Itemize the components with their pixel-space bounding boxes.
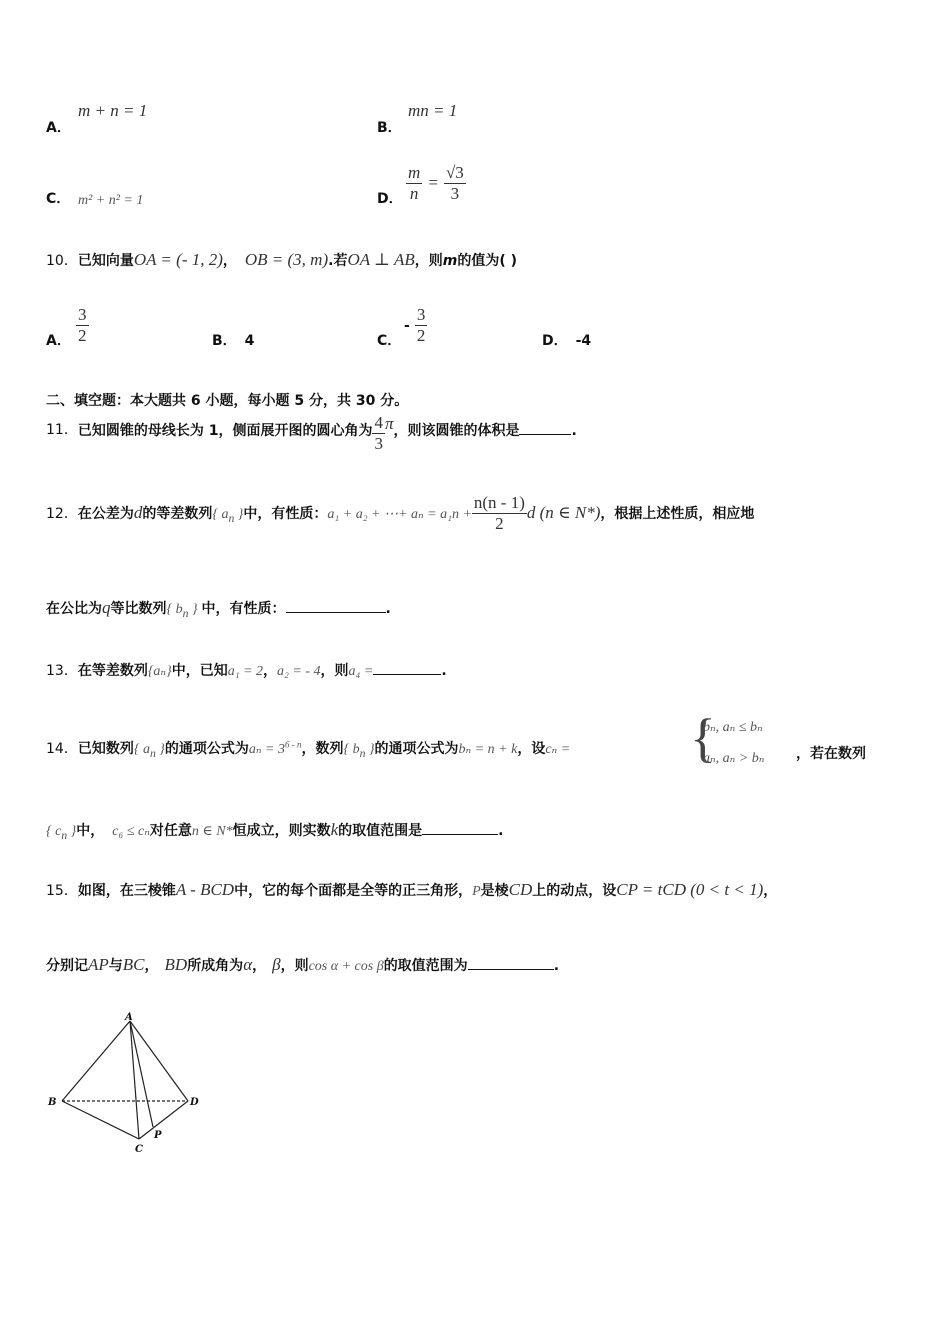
q10-text: 已知向量 xyxy=(77,253,134,269)
period: . xyxy=(571,423,577,439)
q11-text: ，则该圆锥的体积是 xyxy=(393,423,520,439)
cp-condition: CP = tCD (0 < t < 1) xyxy=(616,880,764,899)
q13-text: 在等差数列 xyxy=(77,663,148,679)
q10-sep: ， xyxy=(222,253,237,269)
q14-text: 恒成立，则实数 xyxy=(232,823,331,839)
seq-an: {aₙ} xyxy=(147,664,172,679)
edge-ab xyxy=(62,1021,130,1101)
q15-text: 如图，在三棱锥 xyxy=(77,883,176,899)
q10-text: 的值为( ) xyxy=(457,253,518,269)
q15-text: 中，它的每个面都是全等的正三角形， xyxy=(234,883,473,899)
seq-letter: a xyxy=(221,507,229,522)
var-k: k xyxy=(330,820,339,839)
sep: ， xyxy=(263,663,278,679)
var-m: m xyxy=(442,253,458,269)
q12-text: 中，有性质： xyxy=(243,506,328,522)
q10-text: .若 xyxy=(328,253,348,269)
seq-letter: c xyxy=(55,824,62,839)
segment-bc: BC xyxy=(122,955,145,974)
question-number: 10． xyxy=(46,253,78,269)
vector-oa: OA = (- 1, 2) xyxy=(133,250,223,269)
segment-bd: BD xyxy=(164,955,188,974)
q15-text: 的取值范围为 xyxy=(383,958,468,974)
q9-option-b-label: B． xyxy=(377,120,402,136)
q14-text: 中， xyxy=(76,823,105,839)
q14-text: ，数列 xyxy=(301,741,344,757)
q9-option-c-expr: m² + n² = 1 xyxy=(78,193,144,208)
q10-option-a-label: A． xyxy=(46,333,71,349)
seq-an: { $a_n$ } xyxy=(212,507,244,525)
frac-num: √3 xyxy=(445,163,464,182)
q15-text: ，则 xyxy=(280,958,309,974)
cn-lhs: cₙ = xyxy=(545,742,571,757)
frac-den: 2 xyxy=(495,514,504,533)
q10-option-a-value xyxy=(76,305,89,346)
question-14-line2 xyxy=(46,820,504,842)
label-p: P xyxy=(154,1130,162,1141)
question-14 xyxy=(46,738,570,760)
q10-option-c-label: C． xyxy=(377,333,402,349)
answer-blank xyxy=(519,422,571,435)
q14-text: 的取值范围是 xyxy=(338,823,423,839)
a2-value: a₂ = - 4 xyxy=(277,664,321,679)
an-base: aₙ = 3 xyxy=(248,742,285,757)
seq-letter: a xyxy=(142,742,150,757)
seq-cn: { $c_n$ } xyxy=(46,824,77,842)
minus-sign: - xyxy=(404,318,410,334)
question-number: 13． xyxy=(46,663,78,679)
angle-alpha: α xyxy=(243,955,253,974)
frac-num: 3 xyxy=(78,305,87,324)
question-12-line2 xyxy=(46,598,391,620)
q15-text: 上的动点，设 xyxy=(532,883,617,899)
frac-den: n xyxy=(409,184,419,203)
edge-cd: CD xyxy=(508,880,533,899)
q12-text: 在公差为 xyxy=(77,506,134,522)
label-a: A xyxy=(125,1012,133,1023)
question-number: 15． xyxy=(46,883,78,899)
q12-text: 中，有性质： xyxy=(201,601,286,617)
q15-text: 所成角为 xyxy=(187,958,244,974)
period: . xyxy=(553,958,560,974)
section-title: 二、填空题：本大题共 6 小题，每小题 5 分，共 30 分。 xyxy=(46,393,409,409)
q14-text: 已知数列 xyxy=(77,741,134,757)
edge-cd-line xyxy=(139,1101,188,1139)
frac-den: 3 xyxy=(374,434,383,453)
q9-option-d-label: D． xyxy=(377,191,403,207)
sep: ， xyxy=(144,958,159,974)
period: . xyxy=(385,601,391,617)
frac-den: 3 xyxy=(450,184,460,203)
formula-rhs: d (n ∈ N*) xyxy=(526,503,601,522)
a4-expr: a₄ = xyxy=(348,664,374,679)
q12-text: 的等差数列 xyxy=(142,506,213,522)
point-p: P xyxy=(472,884,481,899)
seq-sub: n xyxy=(228,511,235,525)
q9-option-a-expr: m + n = 1 xyxy=(78,101,148,120)
question-15-line2 xyxy=(46,955,559,975)
question-11 xyxy=(46,413,577,454)
a1-value: a₁ = 2 xyxy=(227,664,264,679)
q12-text: 等比数列 xyxy=(110,601,167,617)
cos-sum: cos α + cos β xyxy=(308,959,384,974)
frac-den: 2 xyxy=(416,326,426,345)
an-formula xyxy=(248,739,302,757)
question-13 xyxy=(46,660,447,680)
value: -4 xyxy=(575,333,592,349)
seq-bn: { $b_n$ } xyxy=(166,602,198,620)
an-exponent: 6 - n xyxy=(285,739,302,750)
formula-lhs: a₁ + a₂ + ⋯+ aₙ = a₁n + xyxy=(327,507,472,522)
frac-num: m xyxy=(408,163,421,182)
question-10 xyxy=(46,250,517,270)
answer-blank xyxy=(422,822,498,835)
q12-text: 在公比为 xyxy=(46,601,102,617)
angle-beta: β xyxy=(272,955,281,974)
question-number: 11． xyxy=(46,422,78,438)
label-d: D xyxy=(190,1097,199,1108)
label: B． xyxy=(212,333,237,349)
piecewise-brace: { xyxy=(690,708,716,768)
pi: π xyxy=(384,414,394,433)
seq-sub: n xyxy=(182,606,189,620)
q15-text: ， xyxy=(763,883,778,899)
q14-text: 的通项公式为 xyxy=(374,741,459,757)
edge-bc xyxy=(62,1101,139,1139)
segment-ap: AP xyxy=(88,955,109,974)
answer-blank xyxy=(373,662,441,675)
answer-blank xyxy=(468,957,554,970)
c6-ineq: c₆ ≤ cₙ xyxy=(112,824,150,839)
q13-text: 中，已知 xyxy=(171,663,228,679)
q10-option-c-value xyxy=(404,305,427,346)
question-15 xyxy=(46,880,777,900)
perp-condition: OA ⊥ AB xyxy=(347,250,415,269)
q9-option-d-expr xyxy=(406,163,466,204)
q9-option-c-label: C． xyxy=(46,191,71,207)
frac-num: 4 xyxy=(374,413,383,432)
q14-text: ，设 xyxy=(517,741,546,757)
seq-letter: b xyxy=(175,602,183,617)
frac-num: n(n - 1) xyxy=(473,493,525,512)
seq-bn: { $b_n$ } xyxy=(343,742,375,760)
equals: = xyxy=(427,173,439,192)
q9-option-a-label: A． xyxy=(46,120,71,136)
period: . xyxy=(498,823,504,839)
q10-text: ，则 xyxy=(414,253,443,269)
piecewise-case-2: aₙ, aₙ > bₙ xyxy=(703,751,765,766)
edge-ac xyxy=(130,1021,139,1139)
answer-blank xyxy=(286,600,386,613)
seq-an: { $a_n$ } xyxy=(133,742,165,760)
q10-option-d xyxy=(542,330,591,350)
q13-text: ，则 xyxy=(320,663,349,679)
q12-text: ，根据上述性质，相应地 xyxy=(600,506,755,522)
piecewise-case-1: bₙ, aₙ ≤ bₙ xyxy=(703,720,763,735)
bn-formula: bₙ = n + k xyxy=(458,742,518,757)
question-12 xyxy=(46,493,754,534)
value: 4 xyxy=(244,333,255,349)
q14-text: ，若在数列 xyxy=(796,746,866,762)
n-in-N: n ∈ N* xyxy=(191,824,233,839)
q15-text: 是棱 xyxy=(480,883,509,899)
frac-num: 3 xyxy=(416,305,426,324)
vector-ob: OB = (3, m) xyxy=(244,250,329,269)
q11-text: 已知圆锥的母线长为 1，侧面展开图的圆心角为 xyxy=(77,423,373,439)
seq-letter: b xyxy=(352,742,360,757)
var-d: d xyxy=(133,503,143,522)
question-number: 12． xyxy=(46,506,78,522)
frac-den: 2 xyxy=(78,326,87,345)
q15-text: 与 xyxy=(108,958,123,974)
period: . xyxy=(441,663,447,679)
label-c: C xyxy=(135,1144,143,1155)
label-b: B xyxy=(48,1097,57,1108)
q14-text: 对任意 xyxy=(149,823,192,839)
q14-text: 的通项公式为 xyxy=(164,741,249,757)
q9-option-b-expr: mn = 1 xyxy=(408,101,458,120)
sep: ， xyxy=(252,958,267,974)
tetrahedron-name: A - BCD xyxy=(175,880,235,899)
q10-option-b xyxy=(212,330,254,350)
tetrahedron-figure xyxy=(40,1008,220,1158)
label: D． xyxy=(542,333,568,349)
question-number: 14． xyxy=(46,741,78,757)
var-q: q xyxy=(102,598,111,617)
q15-text: 分别记 xyxy=(46,958,88,974)
